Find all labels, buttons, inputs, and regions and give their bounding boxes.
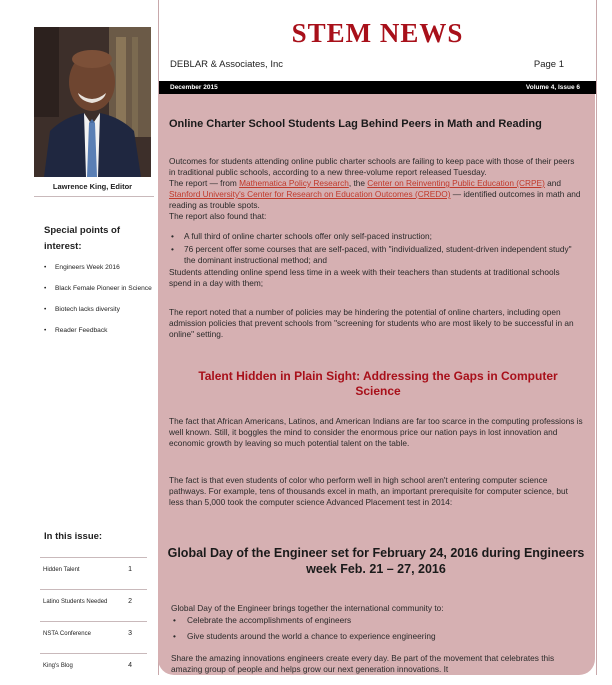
issue-title: King's Blog: [43, 663, 73, 669]
article-paragraph: Students attending online spend less time in a week with their teachers than students at traditional schools spend in a day with them;: [169, 267, 560, 288]
text-fragment: The report — from: [169, 178, 240, 188]
article-paragraph: The report noted that a number of policies may be hindering the potential of online charters, including open admission policies that prevent schools from "screening for students who are most likely to be successful in an online" setting.: [169, 307, 574, 339]
issue-page-number: 2: [128, 598, 132, 605]
issue-page-number: 1: [128, 566, 132, 573]
main-content: [158, 94, 595, 675]
page-number-label: Page 1: [533, 59, 564, 70]
special-point-item: • Biotech lacks diversity: [44, 304, 156, 316]
special-point-item: • Reader Feedback: [44, 325, 156, 337]
issue-date: December 2015: [170, 84, 218, 91]
issue-row: [40, 589, 147, 621]
special-point-item: • Black Female Pioneer in Science: [44, 283, 156, 295]
text-fragment: , the: [348, 178, 368, 188]
article-title: Global Day of the Engineer set for February 24, 2016 during Engineers week Feb. 21 – 27, 2016: [167, 546, 585, 576]
volume-issue: Volume 4, Issue 6: [525, 84, 580, 91]
article-paragraph: The fact is that even students of color who perform well in high school aren't entering computer science pathways. For example, tens of thousands excel in math, an important prerequisite for computer science, but less than 5,000 took the computer science Advanced Placement test in 2014:: [169, 475, 568, 507]
credo-link[interactable]: Stanford University's Center for Research on Education Outcomes (CREDO): [169, 189, 451, 199]
finding-item: • A full third of online charter schools offer only self-paced instruction;: [169, 231, 583, 242]
issue-row: [40, 621, 147, 653]
editor-portrait-image: [34, 27, 151, 177]
text-fragment: and: [544, 178, 562, 188]
sidebar-divider: [34, 196, 154, 197]
article-text-with-links: [169, 178, 583, 211]
crpe-link[interactable]: Center on Reinventing Public Education (CRPE): [367, 178, 545, 188]
issue-title: NSTA Conference: [43, 631, 91, 637]
issue-title: Latino Students Needed: [43, 599, 108, 605]
article-paragraph: Share the amazing innovations engineers create every day. Be part of the movement that celebrates this amazing group of people and helps grow our next generation innovations. It: [171, 653, 555, 674]
text-fragment: — identified outcomes in math and reading as trouble spots.: [169, 189, 581, 210]
issue-page-number: 4: [128, 662, 132, 669]
special-points-heading: Special points of interest:: [44, 225, 121, 252]
article-text: Outcomes for students attending online public charter schools are failing to keep pace with those of their peers in traditional public schools, according to a new three-volume report released Tuesday.: [169, 156, 575, 177]
masthead-title: STEM NEWS: [291, 18, 464, 48]
special-point-item: • Engineers Week 2016: [44, 262, 156, 274]
publisher-name: DEBLAR & Associates, Inc: [170, 59, 283, 70]
date-bar: [159, 81, 596, 94]
article-paragraph: [169, 156, 583, 222]
article-paragraph: Global Day of the Engineer brings together the international community to:: [171, 603, 444, 613]
editor-photo: [34, 27, 151, 177]
in-this-issue-heading: In this issue:: [44, 531, 103, 542]
article-text: The report also found that:: [169, 211, 267, 221]
engineer-day-list: [171, 615, 583, 647]
sidebar: [0, 0, 158, 675]
engineer-day-item: • Celebrate the accomplishments of engineers: [171, 615, 583, 626]
finding-item: • 76 percent offer some courses that are self-paced, with "individualized, student-driven independent study" the dominant instructional method; and: [169, 244, 583, 266]
findings-list: [169, 231, 583, 268]
article-paragraph: The fact that African Americans, Latinos, and American Indians are far too scarce in the computing professions is well known. Still, it boggles the mind to consider the enormous price our nation pays in lost innovation and economic growth by leaving so much potential talent on the table.: [169, 416, 583, 448]
issue-page-number: 3: [128, 630, 132, 637]
article-title: Talent Hidden in Plain Sight: Addressing the Gaps in Computer Science: [198, 369, 558, 398]
article-title: Online Charter School Students Lag Behind Peers in Math and Reading: [169, 118, 542, 130]
issue-row: [40, 557, 147, 589]
engineer-day-item: • Give students around the world a chance to experience engineering: [171, 631, 583, 642]
in-this-issue-table: [40, 557, 147, 685]
issue-title: Hidden Talent: [43, 567, 80, 573]
mathematica-link[interactable]: Mathematica Policy Research: [239, 178, 349, 188]
editor-caption: Lawrence King, Editor: [52, 182, 133, 191]
special-points-list: [44, 262, 156, 346]
issue-row: [40, 653, 147, 685]
